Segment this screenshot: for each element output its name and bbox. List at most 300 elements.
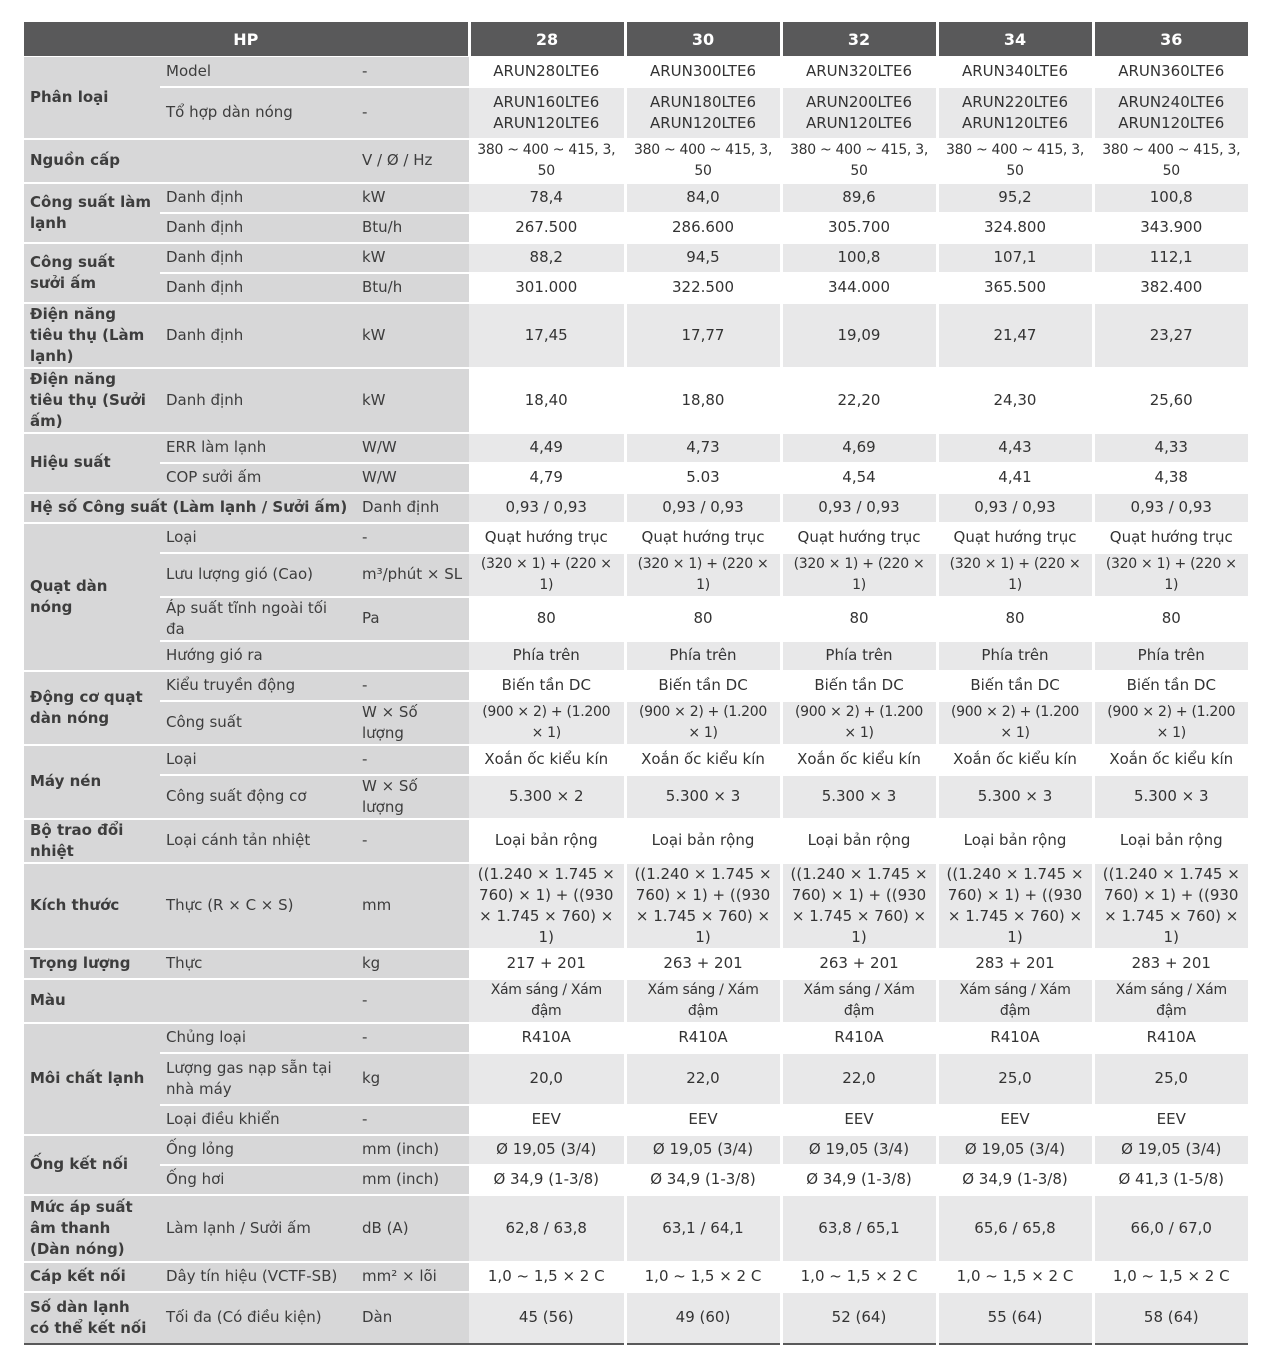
value-cell <box>1093 1105 1248 1135</box>
value-cell <box>1093 213 1248 243</box>
value-text: Ø 19,05 (3/4) <box>496 1140 597 1158</box>
value-text: Xoắn ốc kiểu kín <box>641 750 765 768</box>
value-cell <box>1093 273 1248 303</box>
value-text: 66,0 / 67,0 <box>1130 1218 1212 1237</box>
spec-row <box>24 273 1248 303</box>
value-cell <box>625 523 781 553</box>
value-cell <box>1093 1053 1248 1105</box>
value-cell <box>469 139 625 183</box>
value-cell <box>781 1135 937 1165</box>
row-unit: kW <box>356 243 469 273</box>
value-cell <box>937 1135 1093 1165</box>
value-cell <box>625 641 781 671</box>
value-text: 18,40 <box>524 390 568 409</box>
value-cell <box>625 1165 781 1195</box>
value-text: ARUN240LTE6 ARUN120LTE6 <box>1118 92 1225 132</box>
row-unit: - <box>356 1105 469 1135</box>
value-text: 80 <box>536 609 556 627</box>
value-cell <box>937 1053 1093 1105</box>
value-text: ((1.240 × 1.745 × 760) × 1) + ((930 × 1.745 × 760) × 1) <box>790 864 928 946</box>
row-unit: dB (A) <box>356 1195 469 1262</box>
spec-row <box>24 949 1248 979</box>
row-group-label: Trọng lượng <box>24 949 160 979</box>
value-cell <box>1093 433 1248 463</box>
value-text: ((1.240 × 1.745 × 760) × 1) + ((930 × 1.745 × 760) × 1) <box>477 864 615 946</box>
value-cell <box>625 1195 781 1262</box>
value-text: 5.300 × 3 <box>1133 787 1209 805</box>
value-text: ((1.240 × 1.745 × 760) × 1) + ((930 × 1.745 × 760) × 1) <box>1102 864 1240 946</box>
value-cell <box>937 775 1093 819</box>
spec-row <box>24 523 1248 553</box>
row-sub-label <box>160 979 356 1023</box>
value-cell <box>781 597 937 641</box>
row-group-label: Điện năng tiêu thụ (Làm lạnh) <box>24 303 160 368</box>
row-group-label: Kích thước <box>24 863 160 949</box>
value-cell <box>781 433 937 463</box>
value-text: 23,27 <box>1149 325 1193 344</box>
spec-row <box>24 87 1248 139</box>
value-cell <box>937 553 1093 597</box>
value-text: ((1.240 × 1.745 × 760) × 1) + ((930 × 1.745 × 760) × 1) <box>634 864 772 946</box>
spec-body <box>24 57 1248 1344</box>
spec-row <box>24 368 1248 433</box>
row-sub-label: Áp suất tĩnh ngoài tối đa <box>160 597 356 641</box>
row-group-label: Hiệu suất <box>24 433 160 493</box>
value-text: Phía trên <box>825 646 893 664</box>
value-text: 322.500 <box>671 278 735 296</box>
model-header-28: 28 <box>469 22 625 57</box>
row-group-label: Điện năng tiêu thụ (Sưởi ấm) <box>24 368 160 433</box>
value-cell <box>937 139 1093 183</box>
value-cell <box>937 57 1093 87</box>
row-unit: - <box>356 57 469 87</box>
spec-row <box>24 1135 1248 1165</box>
value-text: 112,1 <box>1149 248 1193 266</box>
value-text: (320 × 1) + (220 × 1) <box>637 555 769 593</box>
value-cell <box>625 243 781 273</box>
value-text: ARUN180LTE6 ARUN120LTE6 <box>650 92 756 132</box>
row-unit: mm² × lõi <box>356 1262 469 1292</box>
value-text: 49 (60) <box>675 1308 731 1326</box>
row-sub-label: Lưu lượng gió (Cao) <box>160 553 356 597</box>
value-cell <box>781 1165 937 1195</box>
spec-row <box>24 597 1248 641</box>
value-cell <box>781 1292 937 1344</box>
row-unit: Btu/h <box>356 213 469 243</box>
value-cell <box>1093 303 1248 368</box>
value-cell <box>469 641 625 671</box>
row-sub-label: Công suất <box>160 701 356 745</box>
value-cell <box>1093 949 1248 979</box>
value-cell <box>937 183 1093 213</box>
value-cell <box>781 1195 937 1262</box>
value-text: Phía trên <box>669 646 737 664</box>
value-cell <box>625 57 781 87</box>
row-group-label: Số dàn lạnh có thể kết nối <box>24 1292 160 1344</box>
value-cell <box>937 1105 1093 1135</box>
value-cell <box>1093 553 1248 597</box>
value-cell <box>937 273 1093 303</box>
row-group-label: Động cơ quạt dàn nóng <box>24 671 160 745</box>
value-text: Ø 34,9 (1-3/8) <box>650 1170 756 1188</box>
value-text: R410A <box>990 1028 1040 1046</box>
value-text: 4,69 <box>842 438 876 456</box>
row-unit: Pa <box>356 597 469 641</box>
value-text: 100,8 <box>1149 188 1193 206</box>
value-cell <box>469 183 625 213</box>
value-cell <box>469 523 625 553</box>
value-cell <box>469 775 625 819</box>
row-unit: - <box>356 979 469 1023</box>
value-text: 20,0 <box>529 1069 563 1087</box>
value-text: 5.300 × 2 <box>508 787 584 805</box>
value-cell <box>625 1053 781 1105</box>
value-cell <box>937 1195 1093 1262</box>
value-text: Xoắn ốc kiểu kín <box>1109 750 1234 768</box>
value-cell <box>469 433 625 463</box>
value-text: Xoắn ốc kiểu kín <box>484 750 609 768</box>
value-text: Xám sáng / Xám đậm <box>1115 981 1227 1019</box>
value-cell <box>1093 139 1248 183</box>
value-cell <box>781 303 937 368</box>
row-unit: kW <box>356 303 469 368</box>
value-text: Loại bản rộng <box>807 831 911 849</box>
row-sub-label: Tổ hợp dàn nóng <box>160 87 356 139</box>
value-cell <box>469 368 625 433</box>
value-cell <box>937 433 1093 463</box>
spec-row <box>24 745 1248 775</box>
value-text: 4,49 <box>529 438 563 456</box>
value-text: (320 × 1) + (220 × 1) <box>480 555 612 593</box>
value-cell <box>1093 701 1248 745</box>
value-text: 25,0 <box>1154 1069 1188 1087</box>
value-text: 4,43 <box>998 438 1032 456</box>
value-text: Biến tần DC <box>1126 676 1216 694</box>
value-cell <box>1093 87 1248 139</box>
value-text: ARUN300LTE6 <box>650 61 756 80</box>
row-unit: W × Số lượng <box>356 701 469 745</box>
value-cell <box>469 1195 625 1262</box>
spec-row <box>24 979 1248 1023</box>
row-unit: mm (inch) <box>356 1135 469 1165</box>
value-cell <box>937 87 1093 139</box>
value-text: 4,38 <box>1154 468 1188 486</box>
row-group-label: Quạt dàn nóng <box>24 523 160 671</box>
row-sub-label: Model <box>160 57 356 87</box>
value-text: 63,1 / 64,1 <box>662 1218 744 1237</box>
value-cell <box>1093 1292 1248 1344</box>
row-sub-label: Loại cánh tản nhiệt <box>160 819 356 863</box>
value-text: 4,79 <box>529 468 563 486</box>
value-text: 65,6 / 65,8 <box>974 1218 1056 1237</box>
value-text: 25,0 <box>998 1069 1032 1087</box>
model-header-34: 34 <box>937 22 1093 57</box>
spec-row <box>24 1053 1248 1105</box>
value-text: Phía trên <box>512 646 580 664</box>
value-text: 58 (64) <box>1143 1308 1199 1326</box>
value-text: 100,8 <box>837 248 881 266</box>
spec-row <box>24 863 1248 949</box>
value-cell <box>469 273 625 303</box>
value-text: 4,54 <box>842 468 876 486</box>
value-text: 1,0 ~ 1,5 × 2 C <box>487 1267 605 1285</box>
value-text: 380 ~ 400 ~ 415, 3, 50 <box>790 141 928 179</box>
value-cell <box>469 1053 625 1105</box>
row-unit: W/W <box>356 463 469 493</box>
value-text: 380 ~ 400 ~ 415, 3, 50 <box>946 141 1084 179</box>
row-unit: Danh định <box>356 493 469 523</box>
value-cell <box>625 493 781 523</box>
value-text: Ø 34,9 (1-3/8) <box>806 1170 912 1188</box>
value-cell <box>625 671 781 701</box>
value-text: 22,0 <box>842 1069 876 1087</box>
value-text: Quạt hướng trục <box>641 528 765 546</box>
value-cell <box>469 863 625 949</box>
value-text: (900 × 2) + (1.200 × 1) <box>795 703 923 741</box>
value-text: 5.300 × 3 <box>977 787 1053 805</box>
value-text: Ø 34,9 (1-3/8) <box>962 1170 1068 1188</box>
value-cell <box>1093 463 1248 493</box>
spec-row <box>24 1105 1248 1135</box>
value-cell <box>469 553 625 597</box>
value-cell <box>625 863 781 949</box>
value-text: (320 × 1) + (220 × 1) <box>793 555 925 593</box>
value-cell <box>781 641 937 671</box>
value-cell <box>469 671 625 701</box>
value-cell <box>937 1023 1093 1053</box>
value-cell <box>937 523 1093 553</box>
value-text: EEV <box>844 1110 874 1128</box>
value-cell <box>1093 368 1248 433</box>
value-cell <box>469 213 625 243</box>
spec-row <box>24 433 1248 463</box>
value-text: 24,30 <box>993 390 1037 409</box>
row-sub-label: Thực (R × C × S) <box>160 863 356 949</box>
value-cell <box>1093 1023 1248 1053</box>
value-text: 4,41 <box>998 468 1032 486</box>
value-text: 17,77 <box>681 325 725 344</box>
value-text: Xoắn ốc kiểu kín <box>953 750 1077 768</box>
value-cell <box>781 463 937 493</box>
row-unit: kg <box>356 949 469 979</box>
value-text: 80 <box>1005 609 1025 627</box>
value-text: 19,09 <box>837 325 881 344</box>
row-sub-label: Danh định <box>160 213 356 243</box>
value-text: EEV <box>1000 1110 1030 1128</box>
value-cell <box>625 1105 781 1135</box>
value-cell <box>625 433 781 463</box>
value-text: 1,0 ~ 1,5 × 2 C <box>1112 1267 1230 1285</box>
value-text: 52 (64) <box>831 1308 887 1326</box>
value-text: Phía trên <box>1137 646 1205 664</box>
spec-row <box>24 243 1248 273</box>
value-text: 63,8 / 65,1 <box>818 1218 900 1237</box>
value-cell <box>781 671 937 701</box>
value-cell <box>781 243 937 273</box>
value-cell <box>469 493 625 523</box>
value-cell <box>1093 775 1248 819</box>
value-cell <box>625 775 781 819</box>
row-sub-label: Tối đa (Có điều kiện) <box>160 1292 356 1344</box>
row-unit: - <box>356 523 469 553</box>
value-cell <box>469 701 625 745</box>
value-text: Xám sáng / Xám đậm <box>959 981 1071 1019</box>
model-header-32: 32 <box>781 22 937 57</box>
row-group-label: Màu <box>24 979 160 1023</box>
row-sub-label: Làm lạnh / Sưởi ấm <box>160 1195 356 1262</box>
value-cell <box>625 745 781 775</box>
row-sub-label: COP sưởi ấm <box>160 463 356 493</box>
value-text: 343.900 <box>1140 218 1203 236</box>
value-text: (320 × 1) + (220 × 1) <box>1105 555 1237 593</box>
value-text: Biến tần DC <box>501 676 591 694</box>
row-sub-label: Dây tín hiệu (VCTF-SB) <box>160 1262 356 1292</box>
row-unit: - <box>356 671 469 701</box>
value-cell <box>625 979 781 1023</box>
value-text: 301.000 <box>515 278 578 296</box>
value-text: R410A <box>834 1028 884 1046</box>
value-cell <box>781 57 937 87</box>
value-text: Quạt hướng trục <box>797 528 921 546</box>
value-text: ARUN280LTE6 <box>493 61 600 80</box>
value-text: 45 (56) <box>518 1308 574 1326</box>
value-text: 4,73 <box>686 438 720 456</box>
value-cell <box>1093 597 1248 641</box>
value-text: 84,0 <box>686 188 720 206</box>
row-sub-label: Danh định <box>160 243 356 273</box>
value-text: Quạt hướng trục <box>1109 528 1233 546</box>
spec-row <box>24 463 1248 493</box>
value-text: Ø 19,05 (3/4) <box>964 1140 1066 1158</box>
spec-row <box>24 303 1248 368</box>
value-cell <box>1093 1135 1248 1165</box>
value-cell <box>781 949 937 979</box>
value-cell <box>625 701 781 745</box>
value-cell <box>469 949 625 979</box>
row-unit: kW <box>356 368 469 433</box>
value-cell <box>1093 243 1248 273</box>
row-unit: V / Ø / Hz <box>356 139 469 183</box>
row-group-label: Ống kết nối <box>24 1135 160 1195</box>
row-group-label: Công suất làm lạnh <box>24 183 160 243</box>
value-text: 95,2 <box>998 188 1032 206</box>
row-sub-label: Danh định <box>160 303 356 368</box>
spec-table <box>24 22 1248 1345</box>
value-cell <box>937 597 1093 641</box>
spec-row <box>24 183 1248 213</box>
value-text: R410A <box>521 1028 571 1046</box>
value-text: ARUN360LTE6 <box>1118 61 1225 80</box>
value-cell <box>781 701 937 745</box>
value-text: R410A <box>1146 1028 1196 1046</box>
value-cell <box>1093 1165 1248 1195</box>
value-cell <box>781 87 937 139</box>
row-sub-label: Loại điều khiển <box>160 1105 356 1135</box>
value-text: 88,2 <box>529 248 563 266</box>
row-group-label: Môi chất lạnh <box>24 1023 160 1135</box>
model-header-36: 36 <box>1093 22 1248 57</box>
value-text: 0,93 / 0,93 <box>662 498 744 516</box>
row-sub-label: ERR làm lạnh <box>160 433 356 463</box>
value-cell <box>937 745 1093 775</box>
row-sub-label: Thực <box>160 949 356 979</box>
row-group-label: Phân loại <box>24 57 160 139</box>
value-text: 0,93 / 0,93 <box>1130 498 1212 516</box>
spec-row <box>24 641 1248 671</box>
value-text: ARUN340LTE6 <box>962 61 1068 80</box>
spec-row <box>24 1292 1248 1344</box>
value-cell <box>1093 863 1248 949</box>
value-cell <box>1093 183 1248 213</box>
spec-row <box>24 701 1248 745</box>
spec-row <box>24 775 1248 819</box>
row-sub-label <box>160 139 356 183</box>
value-text: Biến tần DC <box>814 676 904 694</box>
value-text: 17,45 <box>524 325 568 344</box>
spec-row <box>24 57 1248 87</box>
value-cell <box>625 949 781 979</box>
value-text: Xám sáng / Xám đậm <box>803 981 915 1019</box>
value-text: Biến tần DC <box>970 676 1060 694</box>
row-sub-label: Ống lỏng <box>160 1135 356 1165</box>
value-cell <box>781 863 937 949</box>
value-text: Quạt hướng trục <box>484 528 608 546</box>
header-row <box>24 22 1248 57</box>
row-sub-label: Kiểu truyền động <box>160 671 356 701</box>
value-cell <box>469 57 625 87</box>
value-cell <box>469 1262 625 1292</box>
hp-header: HP <box>24 22 469 57</box>
value-text: 22,20 <box>837 390 881 409</box>
value-cell <box>625 1262 781 1292</box>
value-cell <box>781 745 937 775</box>
value-text: 267.500 <box>515 218 578 236</box>
value-text: 324.800 <box>983 218 1047 236</box>
value-cell <box>781 553 937 597</box>
value-text: Ø 19,05 (3/4) <box>808 1140 910 1158</box>
value-text: Phía trên <box>981 646 1049 664</box>
value-text: 1,0 ~ 1,5 × 2 C <box>800 1267 918 1285</box>
value-text: 0,93 / 0,93 <box>505 498 587 516</box>
value-text: 1,0 ~ 1,5 × 2 C <box>644 1267 762 1285</box>
value-cell <box>781 273 937 303</box>
value-text: (900 × 2) + (1.200 × 1) <box>951 703 1079 741</box>
value-cell <box>469 819 625 863</box>
value-cell <box>1093 641 1248 671</box>
value-cell <box>937 368 1093 433</box>
value-cell <box>781 368 937 433</box>
spec-row <box>24 493 1248 523</box>
value-text: 283 + 201 <box>1131 954 1211 972</box>
value-text: ARUN220LTE6 ARUN120LTE6 <box>962 92 1068 132</box>
value-text: 305.700 <box>827 218 891 236</box>
value-text: 382.400 <box>1140 278 1203 296</box>
value-text: 80 <box>849 609 869 627</box>
spec-row <box>24 139 1248 183</box>
value-text: Xám sáng / Xám đậm <box>490 981 602 1019</box>
row-sub-label: Lượng gas nạp sẵn tại nhà máy <box>160 1053 356 1105</box>
value-cell <box>937 243 1093 273</box>
value-cell <box>469 745 625 775</box>
row-sub-label: Loại <box>160 523 356 553</box>
row-unit: m³/phút × SL <box>356 553 469 597</box>
value-text: R410A <box>678 1028 728 1046</box>
value-cell <box>469 979 625 1023</box>
value-text: 25,60 <box>1149 390 1193 409</box>
value-text: EEV <box>1156 1110 1186 1128</box>
value-text: 283 + 201 <box>975 954 1055 972</box>
value-text: (900 × 2) + (1.200 × 1) <box>482 703 611 741</box>
